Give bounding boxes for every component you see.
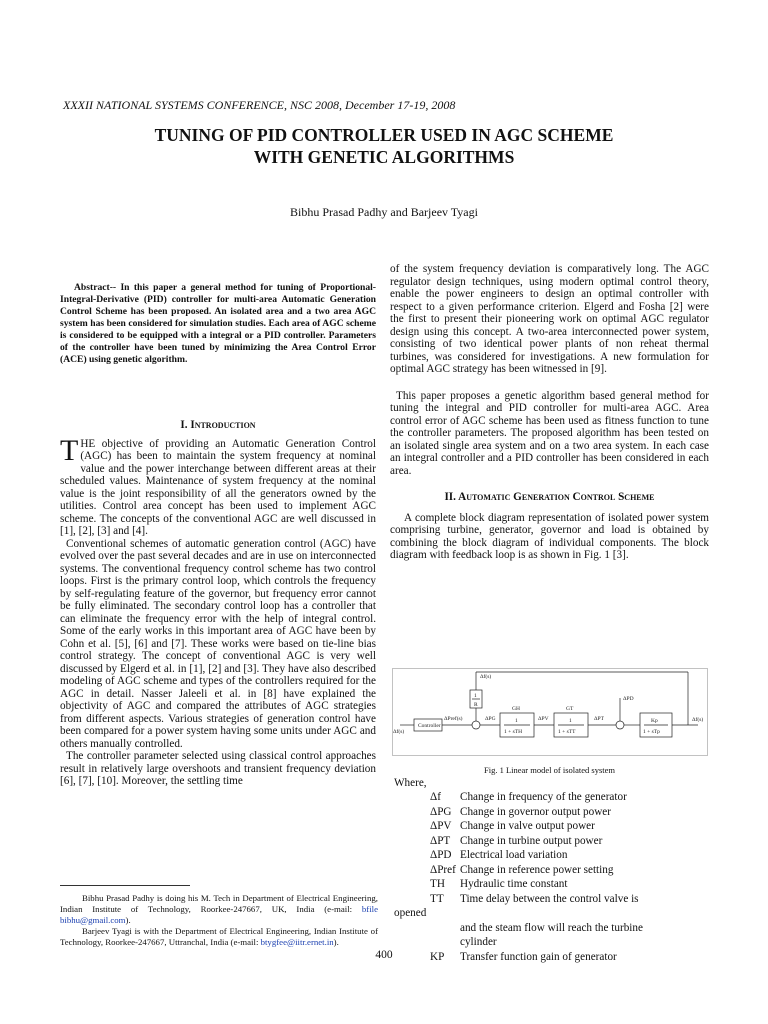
email-link-1[interactable]: bfile bibhu@gmail.com [60, 904, 378, 925]
gt-label: GT [566, 706, 574, 712]
right-paragraph-2: This paper proposes a genetic algorithm based general method for tuning the integral and PID controller for multi-area AGC. Area control error of AGC scheme has been used as fitness function to tune the controller parameters. The proposed algorithm has been tested on an isolated single area system and on a two area system. In each case an integral controller and a PID controller has been considered in each area. [390, 389, 709, 477]
symbol-description: cylinder [460, 936, 497, 948]
gh-num: 1 [515, 718, 518, 724]
symbol-name: KP [430, 950, 445, 963]
symbol-name: ΔPT [430, 834, 451, 847]
footnote-divider [60, 885, 190, 886]
right-paragraph-1: of the system frequency deviation is comparatively long. The AGC regulator design techniques, using modern optimal control theory, enable the power engineers to design an optimal controller with respect to a given performance criterion. Elgerd and Fosha [2] were the first to present their pioneering work on optimal AGC regulator design using this concept. A two-area interconnected power system, consisting of two identical power plants of non reheat thermal turbines, was considered for investigations. A new formulation for optimal AGC strategy has been witnessed in [9]. [390, 263, 709, 375]
where-label: Where, [394, 777, 427, 789]
title-line-2: WITH GENETIC ALGORITHMS [253, 147, 515, 167]
gp-num: Kp [651, 718, 658, 724]
pt-label: ΔPT [594, 716, 604, 722]
email-link-2[interactable]: btygfee@iitr.ernet.in [260, 937, 334, 947]
right-column-text [390, 263, 709, 562]
intro-paragraph-3: The controller parameter selected using classical control approaches result in relatively large overshoots and transient frequency deviation [6], [7], [10]. Moreover, the settling time [60, 750, 376, 787]
pd-label: ΔPD [623, 696, 634, 702]
symbol-description: Transfer function gain of generator [460, 950, 617, 963]
symbol-description: Change in governor output power [460, 805, 611, 818]
pv-label: ΔPV [538, 716, 549, 722]
symbol-description: Electrical load variation [460, 849, 568, 861]
controller-label: Controller [418, 723, 441, 729]
symbol-description: opened [394, 907, 427, 919]
title-line-1: TUNING OF PID CONTROLLER USED IN AGC SCHEME [154, 125, 614, 145]
symbol-name: ΔPref [430, 863, 456, 876]
pg-label: ΔPG [485, 716, 496, 722]
symbol-description: Change in frequency of the generator [460, 791, 627, 803]
symbol-description: Change in turbine output power [460, 834, 603, 847]
symbol-description: Change in reference power setting [460, 863, 614, 876]
symbol-name: ΔPV [430, 820, 452, 832]
droop-num: 1 [474, 693, 477, 699]
symbol-name: TH [430, 878, 445, 890]
footnote-2: Barjeev Tyagi is with the Department of Electrical Engineering, Indian Institute of Technology, Roorkee-247667, Uttranchal, India (e-mail: btygfee@iitr.ernet.in). [60, 926, 378, 947]
section-heading-agc: II. Automatic Generation Control Scheme [444, 491, 655, 503]
input-df-label: Δf(s) [393, 729, 405, 735]
gh-den: 1 + sTH [504, 729, 523, 735]
symbol-name: TT [430, 892, 444, 905]
introduction-section [60, 419, 376, 788]
symbol-description: Change in valve output power [460, 820, 595, 832]
gh-label: GH [512, 706, 520, 712]
pref-label: ΔPref(s) [444, 716, 463, 722]
symbol-description: Time delay between the control valve is [460, 892, 639, 905]
drop-cap: T [60, 433, 79, 467]
figure-caption: Fig. 1 Linear model of isolated system [483, 765, 616, 775]
summing-junction-2 [616, 721, 624, 729]
symbol-name: ΔPD [430, 849, 452, 861]
droop-den: R [474, 702, 478, 708]
intro-paragraph-2: Conventional schemes of automatic generation control (AGC) have evolved over the past several decades and are in use on interconnected systems. The conventional frequency control scheme has two control loops. First is the primary control loop, which controls the frequency by self-regulating feature of the governor, but frequency error cannot be fully eliminated. The secondary control loop has a controller that can eliminate the frequency error with the help of integral control. Some of the early works in this important area of AGC have been by Cohn et al. [5], [6] and [7]. These works were based on tie-line bias control strategy. The concept of conventional AGC is very well discussed by Elgerd et al. in [1], [2] and [3]. They have also described modeling of AGC scheme and types of the controllers required for the AGC in detail. Nasser Jaleeli et al. in [8] have explained the objectivity of AGC and compared the attributes of AGC strategies from different aspects. Various strategies of generation control have been compared for a power system having some units under AGC and others manually controlled. [60, 537, 376, 750]
gt-den: 1 + sTT [558, 729, 576, 735]
right-paragraph-3: A complete block diagram representation of isolated power system comprising turbine, generator, governor and load is obtained by combining the block diagram of individual components. The block diagram with feedback loop is as shown in Fig. 1 [3]. [390, 511, 709, 561]
symbol-description: and the steam flow will reach the turbine [460, 921, 643, 934]
section-heading-introduction: I. Introduction [180, 419, 256, 431]
symbol-name: Δf [430, 791, 441, 803]
block-diagram-figure [392, 668, 708, 756]
intro-paragraph-1: THE objective of providing an Automatic Generation Control (AGC) has been to maintain the system frequency at nominal value and the power interchange between different areas at their scheduled values. Maintenance of system frequency at the nominal value is the joint responsibility of all the generators owned by the utilities. Control area concept has been used to implement AGC scheme. The concepts of the conventional AGC are well discussed in [1], [2], [3] and [4]. [60, 433, 376, 537]
authors: Bibhu Prasad Padhy and Barjeev Tyagi [290, 205, 478, 219]
gt-num: 1 [569, 718, 572, 724]
page-number: 400 [375, 949, 393, 961]
symbol-name: ΔPG [430, 805, 452, 818]
feedback-df-label: Δf(s) [480, 674, 492, 680]
symbol-list [394, 777, 714, 967]
footnote-1: Bibhu Prasad Padhy is doing his M. Tech in Department of Electrical Engineering, Indian Institute of Technology, Roorkee-247667, UK, India (e-mail: bfile bibhu@gmail.com). [60, 893, 378, 925]
footnotes [60, 893, 378, 948]
output-df-label: Δf(s) [692, 717, 704, 723]
conference-header: XXXII NATIONAL SYSTEMS CONFERENCE, NSC 2008, December 17-19, 2008 [63, 98, 456, 112]
gp-den: 1 + sTp [643, 729, 660, 735]
summing-junction-1 [472, 721, 480, 729]
symbol-description: Hydraulic time constant [460, 878, 568, 890]
abstract: Abstract-- In this paper a general method for tuning of Proportional-Integral-Derivative (PID) controller for multi-area Automatic Generation Control Scheme has been proposed. An isolated area and a two area AGC system has been considered for simulation studies. Each area of AGC scheme is considered to be equipped with a integral or a PID controller. Parameters of the controller have been tuned by minimizing the Area Control Error (ACE) using genetic algorithm. [60, 282, 376, 365]
paper-title [0, 124, 768, 168]
